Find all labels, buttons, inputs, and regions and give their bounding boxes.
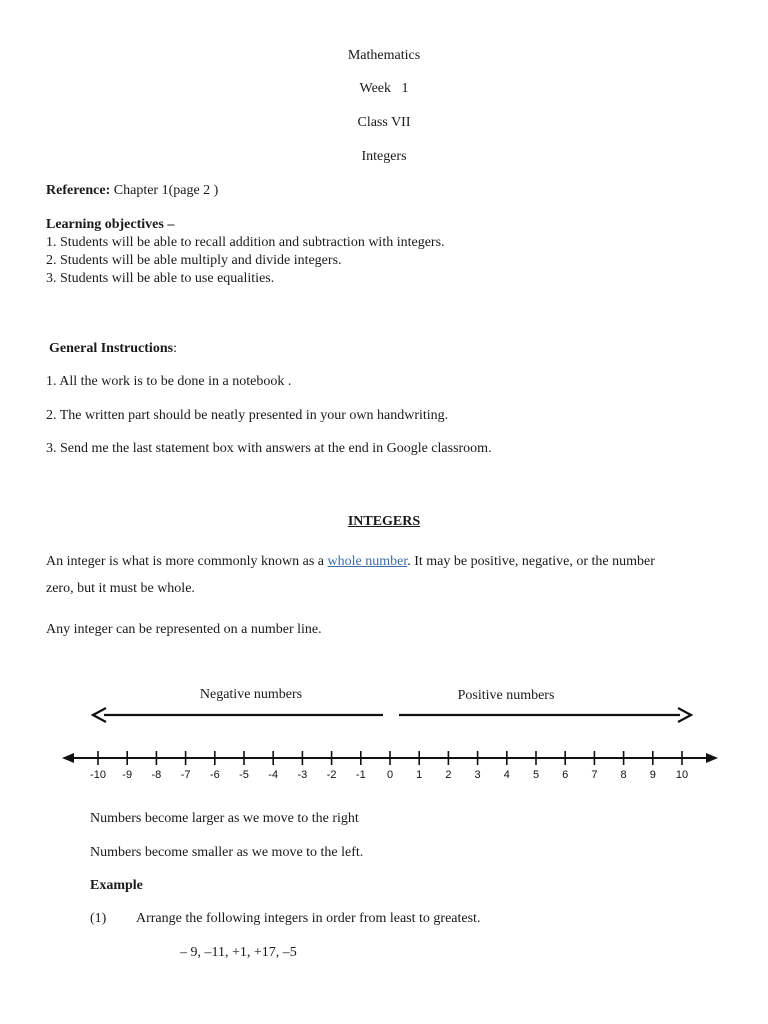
instruction-item: 3. Send me the last statement box with answers at the end in Google classroom. (46, 441, 492, 456)
number-line-ticks (90, 751, 688, 781)
negative-numbers-label: Negative numbers (199, 687, 303, 702)
class-label: Class VII (357, 115, 411, 130)
negative-direction-arrow (93, 708, 383, 722)
tick-label: 9 (649, 769, 656, 781)
example-instruction: Arrange the following integers in order from least to greatest. (136, 911, 481, 926)
tick-label: 1 (416, 769, 423, 781)
example-number: (1) (90, 911, 107, 926)
note-smaller: Numbers become smaller as we move to the left. (90, 845, 364, 860)
example-values: – 9, –11, +1, +17, –5 (180, 945, 297, 960)
positive-direction-arrow (399, 708, 691, 722)
instruction-item: 1. All the work is to be done in a notebook . (46, 374, 292, 389)
tick-label: 0 (386, 769, 394, 781)
instructions-heading: General Instructions (49, 341, 174, 356)
reference-line (46, 182, 218, 200)
tick-label: -8 (151, 769, 162, 781)
tick-label: -1 (355, 769, 366, 781)
note-larger: Numbers become larger as we move to the right (90, 811, 359, 826)
intro-before: An integer is what is more commonly known as a (46, 554, 328, 569)
tick-label: 3 (474, 769, 481, 781)
instructions-colon: : (173, 341, 177, 356)
tick-label: 5 (532, 769, 540, 781)
tick-label: 6 (562, 769, 569, 781)
example-heading: Example (90, 878, 143, 893)
tick-label: -3 (297, 769, 308, 781)
intro-after: . It may be positive, negative, or the number (407, 554, 655, 569)
tick-label: -4 (268, 769, 279, 781)
tick-label: 8 (620, 769, 627, 781)
tick-label: -2 (326, 769, 337, 781)
instructions-heading-line (49, 340, 177, 358)
intro-paragraph-line2: zero, but it must be whole. (46, 581, 195, 596)
numberline-intro: Any integer can be represented on a number line. (46, 622, 322, 637)
tick-label: 10 (675, 769, 689, 781)
objectives-heading: Learning objectives – (46, 217, 175, 232)
reference-text: Chapter 1(page 2 ) (110, 183, 219, 198)
objective-item: 1. Students will be able to recall addition and subtraction with integers. (46, 235, 445, 250)
learning-objectives (46, 216, 445, 288)
reference-label: Reference: (46, 183, 111, 198)
week-label: Week 1 (359, 81, 409, 96)
instruction-item: 2. The written part should be neatly presented in your own handwriting. (46, 408, 449, 423)
tick-label: -6 (209, 769, 220, 781)
objective-item: 3. Students will be able to use equalities. (46, 271, 275, 286)
subject-title: Mathematics (347, 48, 421, 63)
intro-paragraph-line1 (46, 553, 655, 571)
number-line-diagram (0, 670, 768, 790)
whole-number-link[interactable]: whole number (327, 554, 408, 569)
axis-right-arrowhead (706, 753, 718, 763)
tick-label: -10 (90, 769, 106, 781)
tick-label: -5 (239, 769, 249, 781)
axis-left-arrowhead (62, 753, 74, 763)
tick-label: -7 (180, 769, 191, 781)
section-title: INTEGERS (347, 514, 421, 529)
topic-label: Integers (361, 149, 407, 164)
positive-numbers-label: Positive numbers (457, 688, 555, 703)
tick-label: -9 (122, 769, 133, 781)
tick-label: 7 (591, 769, 598, 781)
objective-item: 2. Students will be able multiply and divide integers. (46, 253, 342, 268)
tick-label: 4 (503, 769, 510, 781)
tick-label: 2 (445, 769, 452, 781)
